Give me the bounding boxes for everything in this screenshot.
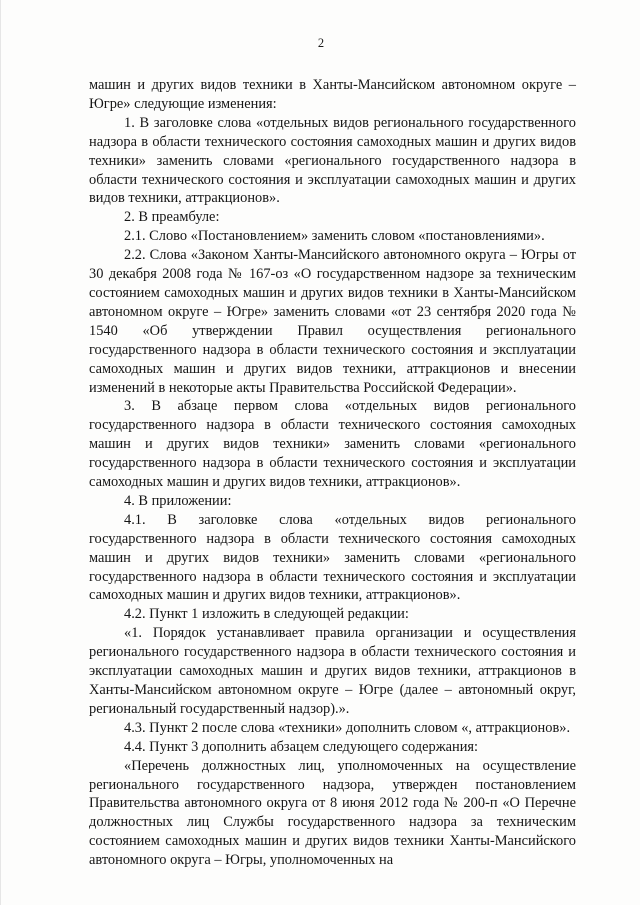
paragraph-item-3: 3. В абзаце первом слова «отдельных видов регионального государственного надзора в области технического состояния самоходных машин и других видов техники» заменить словами «регионального государственного надзора в области технического состояния и эксплуатации самоходных машин и других видов техники, аттракционов». — [89, 398, 576, 491]
paragraph-item-2-2: 2.2. Слова «Законом Ханты-Мансийского автономного округа – Югры от 30 декабря 2008 года № 167-оз «О государственном надзоре за техническим состоянием самоходных машин и других видов техники в Ханты-Мансийском автономном округе – Югре» заменить словами «от 23 сентября 2020 года № 1540 «Об утверждении Правил осуществления регионального государственного надзора в области технического состояния и эксплуатации самоходных машин и других видов техники, аттракционов и внесении изменений в некоторые акты Правительства Российской Федерации». — [89, 247, 576, 396]
paragraph-continuation: машин и других видов техники в Ханты-Мансийском автономном округе – Югре» следующие изменения: — [89, 77, 576, 112]
paragraph-item-4-3: 4.3. Пункт 2 после слова «техники» дополнить словом «, аттракционов». — [124, 719, 571, 736]
paragraph-quote-list: «Перечень должностных лиц, уполномоченных на осуществление регионального государственного надзора, утвержден постановлением Правительства автономного округа от 8 июня 2012 года № 200-п «О Перечне должностных лиц Службы государственного надзора за техническим состоянием самоходных машин и других видов техники Ханты-Мансийского автономного округа – Югры, уполномоченных на — [89, 757, 576, 869]
paragraph-item-1: 1. В заголовке слова «отдельных видов регионального государственного надзора в области технического состояния самоходных машин и других видов техники» заменить словами «регионального государственного надзора в области технического состояния и эксплуатации самоходных машин и других видов техники, аттракционов». — [89, 114, 576, 207]
document-body — [89, 76, 576, 870]
paragraph-item-4-2: 4.2. Пункт 1 изложить в следующей редакции: — [124, 606, 409, 623]
paragraph-item-2: 2. В преамбуле: — [124, 209, 220, 226]
paragraph-item-4: 4. В приложении: — [124, 492, 232, 509]
page-number: 2 — [317, 36, 325, 50]
paragraph-item-2-1: 2.1. Слово «Постановлением» заменить словом «постановлениями». — [124, 228, 545, 245]
paragraph-quote-point-1: «1. Порядок устанавливает правила организации и осуществления регионального государственного надзора в области технического состояния и эксплуатации самоходных машин и других видов техники, аттракционов в Ханты-Мансийском автономном округе – Югре (далее – автономный округ, региональный государственный надзор).». — [89, 625, 576, 717]
paragraph-item-4-4: 4.4. Пункт 3 дополнить абзацем следующего содержания: — [124, 738, 479, 755]
paragraph-item-4-1: 4.1. В заголовке слова «отдельных видов регионального государственного надзора в области технического состояния самоходных машин и других видов техники» заменить словами «регионального государственного надзора в области технического состояния и эксплуатации самоходных машин и других видов техники, аттракционов». — [89, 511, 576, 604]
